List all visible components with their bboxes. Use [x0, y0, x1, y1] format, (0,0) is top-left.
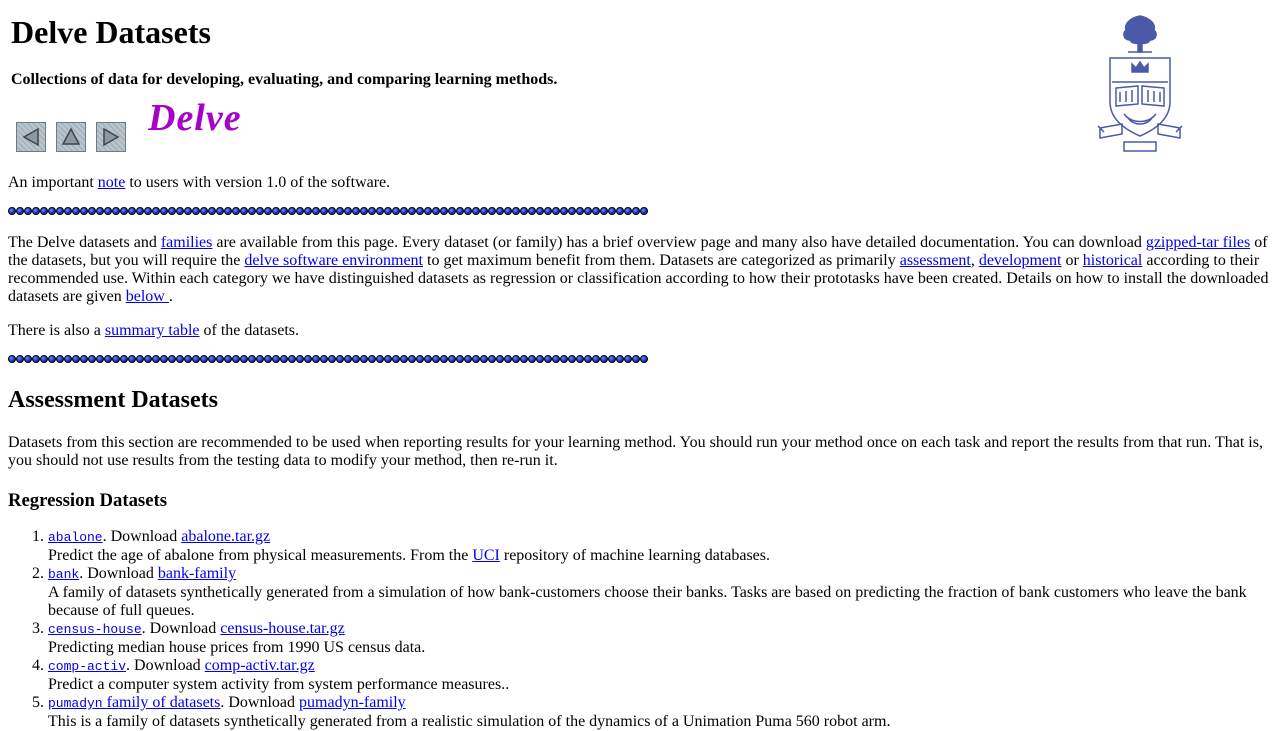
dataset-name-link[interactable]: [48, 694, 220, 711]
bead-icon: [536, 355, 544, 363]
summary-post-text: of the datasets.: [199, 322, 300, 339]
bead-icon: [232, 355, 240, 363]
bead-icon: [240, 207, 248, 215]
summary-pre-text: There is also a: [8, 322, 105, 339]
bead-icon: [432, 207, 440, 215]
bead-icon: [488, 355, 496, 363]
bead-icon: [304, 207, 312, 215]
page-title: Delve Datasets: [11, 14, 211, 50]
bead-icon: [256, 207, 264, 215]
list-item: [48, 528, 1270, 565]
bead-icon: [504, 207, 512, 215]
bead-icon: [544, 207, 552, 215]
download-text: . Download: [126, 657, 205, 674]
bead-icon: [336, 207, 344, 215]
bead-icon: [88, 207, 96, 215]
bead-icon: [136, 355, 144, 363]
bead-icon: [496, 207, 504, 215]
bead-icon: [504, 355, 512, 363]
bead-icon: [472, 207, 480, 215]
bead-icon: [344, 207, 352, 215]
historical-link[interactable]: historical: [1082, 252, 1143, 269]
bead-icon: [56, 355, 64, 363]
dataset-name-link[interactable]: census-house: [48, 622, 142, 637]
note-link[interactable]: note: [97, 174, 126, 191]
bead-icon: [544, 355, 552, 363]
regression-dataset-list: [8, 528, 1270, 731]
assessment-description: Datasets from this section are recommended to be used when reporting results for your learning method. You should run your method once on each task and report the results from that run. That is, you should not use results from the testing data to modify your method, then re-run it.: [8, 434, 1263, 469]
dataset-description: repository of machine learning databases.: [499, 547, 770, 564]
bead-icon: [464, 207, 472, 215]
bead-icon: [448, 355, 456, 363]
bead-icon: [248, 355, 256, 363]
list-item: [48, 565, 1270, 620]
intro-text: ,: [970, 252, 979, 269]
bead-icon: [280, 207, 288, 215]
bead-icon: [576, 355, 584, 363]
bead-icon: [512, 355, 520, 363]
note-pre-text: An important: [8, 174, 98, 191]
assessment-section-title: Assessment Datasets: [8, 387, 218, 413]
bead-icon: [424, 207, 432, 215]
bead-icon: [56, 207, 64, 215]
summary-table-link[interactable]: summary table: [104, 322, 200, 339]
bead-icon: [392, 207, 400, 215]
bead-icon: [392, 355, 400, 363]
bead-icon: [296, 355, 304, 363]
regression-datasets-title: Regression Datasets: [8, 490, 167, 511]
beaded-divider: [8, 207, 649, 217]
bead-icon: [624, 207, 632, 215]
bead-icon: [312, 207, 320, 215]
bead-icon: [400, 355, 408, 363]
dataset-name: pumadyn: [48, 696, 103, 711]
bead-icon: [144, 207, 152, 215]
intro-text: of the datasets, but you will require the: [8, 234, 1268, 269]
download-link[interactable]: bank-family: [157, 565, 237, 582]
bead-icon: [528, 355, 536, 363]
bead-icon: [264, 207, 272, 215]
bead-icon: [208, 207, 216, 215]
bead-icon: [80, 355, 88, 363]
bead-icon: [608, 207, 616, 215]
intro-text: .: [168, 288, 173, 305]
gzipped-tar-files-link[interactable]: gzipped-tar files: [1145, 234, 1251, 251]
intro-text: The Delve datasets and: [8, 234, 161, 251]
bead-icon: [456, 355, 464, 363]
bead-icon: [520, 207, 528, 215]
bead-icon: [400, 207, 408, 215]
bead-icon: [152, 355, 160, 363]
bead-icon: [272, 355, 280, 363]
bead-icon: [584, 207, 592, 215]
dataset-name-link[interactable]: comp-activ: [48, 659, 127, 674]
bead-icon: [384, 355, 392, 363]
summary-line: [8, 322, 1270, 340]
bead-icon: [232, 207, 240, 215]
bead-icon: [600, 207, 608, 215]
bead-icon: [288, 355, 296, 363]
download-text: . Download: [79, 565, 158, 582]
intro-text: according to their recommended use. Within each category we have distinguished datasets as regression or classification according to how their prototasks have been created. Details on how to install the downloaded datasets are given: [8, 252, 1269, 305]
bead-icon: [160, 207, 168, 215]
bead-icon: [416, 207, 424, 215]
bead-icon: [336, 355, 344, 363]
bead-icon: [608, 355, 616, 363]
bead-icon: [112, 207, 120, 215]
intro-paragraph: [8, 234, 1270, 306]
dataset-description: Predict the age of abalone from physical measurements. From the: [48, 547, 473, 564]
download-link[interactable]: census-house.tar.gz: [220, 620, 345, 637]
version-note: [8, 174, 1270, 192]
bead-icon: [480, 207, 488, 215]
bead-icon: [32, 207, 40, 215]
bead-icon: [144, 355, 152, 363]
bead-icon: [464, 355, 472, 363]
bead-icon: [320, 207, 328, 215]
bead-icon: [24, 207, 32, 215]
bead-icon: [64, 207, 72, 215]
bead-icon: [592, 355, 600, 363]
uci-link[interactable]: UCI: [472, 547, 500, 564]
bead-icon: [552, 207, 560, 215]
bead-icon: [184, 207, 192, 215]
bead-icon: [248, 207, 256, 215]
bead-icon: [168, 207, 176, 215]
bead-icon: [296, 207, 304, 215]
download-text: . Download: [220, 694, 300, 711]
assessment-link[interactable]: assessment: [899, 252, 971, 269]
bead-icon: [104, 207, 112, 215]
bead-icon: [344, 355, 352, 363]
bead-icon: [528, 207, 536, 215]
bead-icon: [632, 355, 640, 363]
list-item: [48, 620, 1270, 657]
bead-icon: [48, 355, 56, 363]
bead-icon: [568, 355, 576, 363]
bead-icon: [216, 207, 224, 215]
bead-icon: [408, 355, 416, 363]
bead-icon: [128, 355, 136, 363]
bead-icon: [432, 355, 440, 363]
bead-icon: [192, 355, 200, 363]
bead-icon: [440, 207, 448, 215]
bead-icon: [360, 207, 368, 215]
bead-icon: [216, 355, 224, 363]
bead-icon: [16, 207, 24, 215]
bead-icon: [472, 355, 480, 363]
bead-icon: [584, 355, 592, 363]
bead-icon: [456, 207, 464, 215]
page-subtitle: Collections of data for developing, evaluating, and comparing learning methods.: [11, 71, 558, 88]
dataset-description: Predicting median house prices from 1990 US census data.: [48, 639, 426, 656]
note-post-text: to users with version 1.0 of the software.: [125, 174, 391, 191]
beaded-divider: [8, 355, 649, 365]
bead-icon: [272, 207, 280, 215]
bead-icon: [152, 207, 160, 215]
bead-icon: [568, 207, 576, 215]
bead-icon: [72, 355, 80, 363]
bead-icon: [168, 355, 176, 363]
up-icon[interactable]: [56, 122, 86, 152]
bead-icon: [352, 355, 360, 363]
bead-icon: [160, 355, 168, 363]
bead-icon: [520, 355, 528, 363]
delve-software-environment-link[interactable]: delve software environment: [244, 252, 423, 269]
bead-icon: [40, 207, 48, 215]
bead-icon: [224, 207, 232, 215]
bead-icon: [24, 355, 32, 363]
bead-icon: [368, 355, 376, 363]
bead-icon: [136, 207, 144, 215]
bead-icon: [320, 355, 328, 363]
bead-icon: [632, 207, 640, 215]
bead-icon: [128, 207, 136, 215]
bead-icon: [640, 355, 648, 363]
bead-icon: [440, 355, 448, 363]
bead-icon: [192, 207, 200, 215]
dataset-description: Predict a computer system activity from system performance measures..: [48, 676, 510, 693]
bead-icon: [88, 355, 96, 363]
intro-text: to get maximum benefit from them. Datasets are categorized as primarily: [423, 252, 900, 269]
below-link[interactable]: below: [125, 288, 169, 305]
bead-icon: [176, 355, 184, 363]
bead-icon: [328, 355, 336, 363]
families-link[interactable]: families: [160, 234, 213, 251]
bead-icon: [112, 355, 120, 363]
bead-icon: [512, 207, 520, 215]
bead-icon: [184, 355, 192, 363]
bead-icon: [624, 355, 632, 363]
bead-icon: [480, 355, 488, 363]
bead-icon: [264, 355, 272, 363]
delve-logo[interactable]: Delve: [148, 97, 242, 139]
bead-icon: [488, 207, 496, 215]
bead-icon: [40, 355, 48, 363]
bead-icon: [408, 207, 416, 215]
bead-icon: [120, 207, 128, 215]
bead-icon: [208, 355, 216, 363]
bead-icon: [560, 355, 568, 363]
development-link[interactable]: development: [978, 252, 1062, 269]
download-link[interactable]: abalone.tar.gz: [181, 528, 271, 545]
bead-icon: [48, 207, 56, 215]
bead-icon: [616, 207, 624, 215]
bead-icon: [120, 355, 128, 363]
bead-icon: [424, 355, 432, 363]
bead-icon: [280, 355, 288, 363]
bead-icon: [224, 355, 232, 363]
bead-icon: [312, 355, 320, 363]
bead-icon: [360, 355, 368, 363]
next-icon[interactable]: [96, 122, 126, 152]
dataset-description: A family of datasets synthetically generated from a simulation of how bank-customers choose their banks. Tasks are based on predicting the fraction of bank customers who leave the bank because of full queues.: [48, 584, 1247, 619]
bead-icon: [240, 355, 248, 363]
bead-icon: [64, 355, 72, 363]
bead-icon: [176, 207, 184, 215]
dataset-description: This is a family of datasets synthetically generated from a realistic simulation of the dynamics of a Unimation Puma 560 robot arm.: [48, 713, 891, 730]
bead-icon: [80, 207, 88, 215]
university-crest-icon: [1092, 12, 1188, 154]
dataset-name-link[interactable]: abalone: [48, 530, 103, 545]
download-text: . Download: [102, 528, 182, 545]
bead-icon: [592, 207, 600, 215]
bead-icon: [352, 207, 360, 215]
bead-icon: [16, 355, 24, 363]
previous-icon[interactable]: [16, 122, 46, 152]
bead-icon: [32, 355, 40, 363]
bead-icon: [376, 355, 384, 363]
bead-icon: [328, 207, 336, 215]
bead-icon: [536, 207, 544, 215]
bead-icon: [256, 355, 264, 363]
dataset-name-link[interactable]: bank: [48, 567, 80, 582]
bead-icon: [96, 355, 104, 363]
bead-icon: [8, 355, 16, 363]
bead-icon: [72, 207, 80, 215]
dataset-name-suffix: family of datasets: [102, 694, 221, 711]
bead-icon: [416, 355, 424, 363]
bead-icon: [448, 207, 456, 215]
bead-icon: [200, 355, 208, 363]
download-text: . Download: [141, 620, 221, 637]
bead-icon: [560, 207, 568, 215]
intro-text: are available from this page. Every dataset (or family) has a brief overview page and many also have detailed documentation. You can download: [212, 234, 1146, 251]
list-item: [48, 694, 1270, 731]
bead-icon: [288, 207, 296, 215]
list-item: [48, 657, 1270, 694]
bead-icon: [304, 355, 312, 363]
bead-icon: [200, 207, 208, 215]
bead-icon: [104, 355, 112, 363]
bead-icon: [368, 207, 376, 215]
bead-icon: [576, 207, 584, 215]
bead-icon: [552, 355, 560, 363]
bead-icon: [384, 207, 392, 215]
bead-icon: [640, 207, 648, 215]
bead-icon: [496, 355, 504, 363]
bead-icon: [96, 207, 104, 215]
download-link[interactable]: pumadyn-family: [299, 694, 406, 711]
bead-icon: [600, 355, 608, 363]
bead-icon: [616, 355, 624, 363]
intro-text: or: [1061, 252, 1083, 269]
bead-icon: [376, 207, 384, 215]
download-link[interactable]: comp-activ.tar.gz: [204, 657, 315, 674]
bead-icon: [8, 207, 16, 215]
